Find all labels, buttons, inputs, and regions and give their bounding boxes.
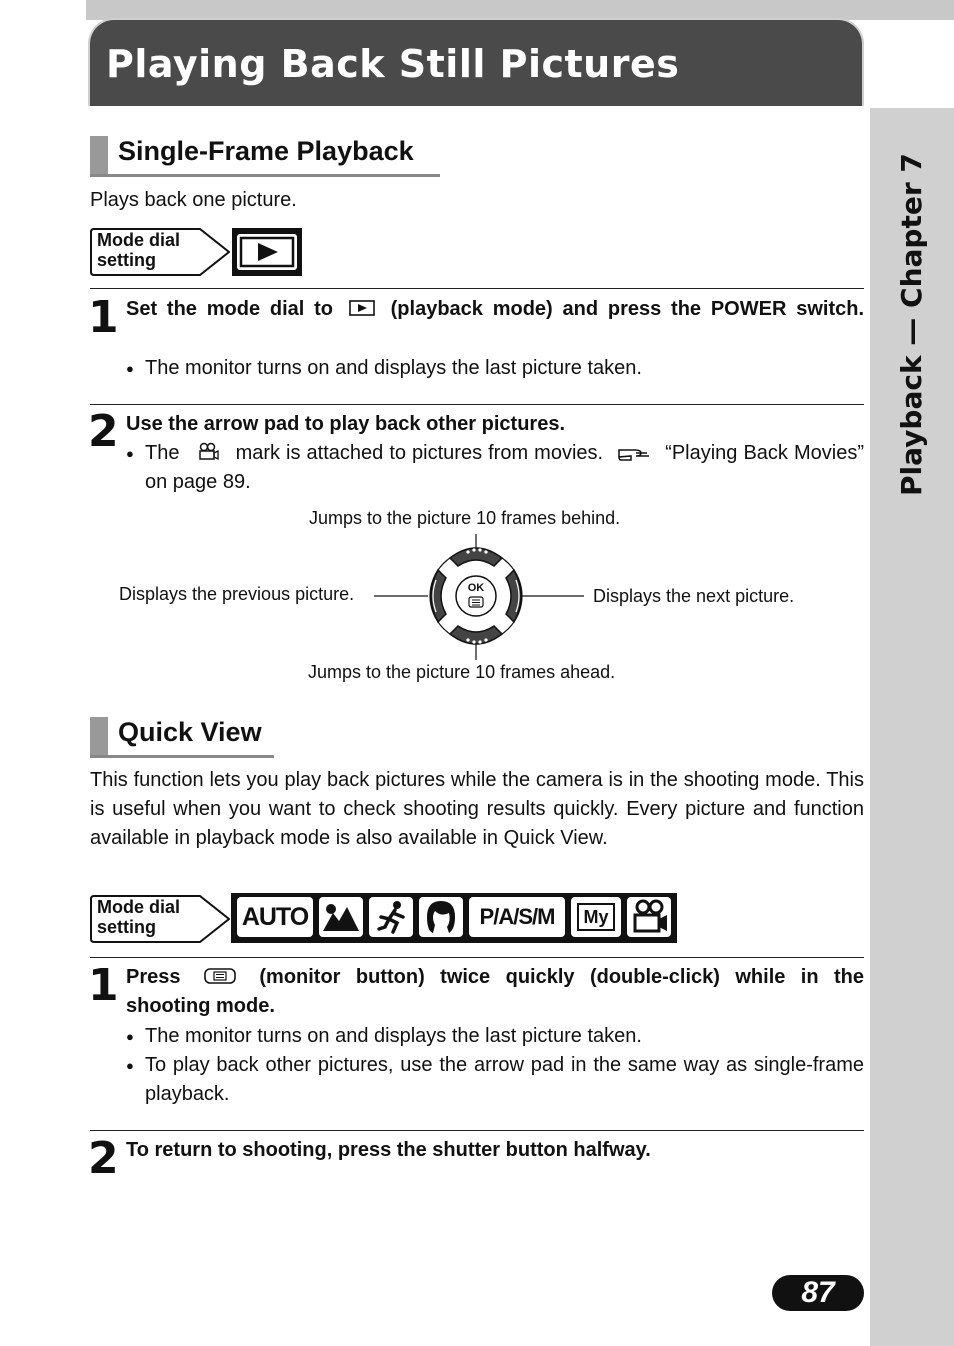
section-title: Quick View xyxy=(118,717,262,747)
playback-icon xyxy=(349,299,375,317)
my-mode-icon: My xyxy=(571,897,621,937)
step-title xyxy=(126,295,864,324)
mode-dial-label-2: setting xyxy=(97,250,157,270)
side-chapter-label xyxy=(882,136,942,496)
mode-dial-label-2: setting xyxy=(97,917,157,937)
divider xyxy=(90,288,864,289)
divider xyxy=(90,1130,864,1131)
movie-icon xyxy=(196,442,220,462)
step-number: 2 xyxy=(88,406,119,457)
step-title: To return to shooting, press the shutter button halfway. xyxy=(126,1139,651,1161)
bullet-text-part-b: mark is attached to pictures from movies. xyxy=(235,442,604,464)
monitor-button-icon xyxy=(204,967,236,985)
auto-mode-icon: AUTO xyxy=(237,897,313,937)
step-number: 1 xyxy=(88,960,119,1011)
mode-dial-setting-quick xyxy=(90,895,230,943)
bullet-text-part-a: The xyxy=(145,442,180,464)
pasm-mode-icon: P/A/S/M xyxy=(469,897,565,937)
mode-dial-label-1: Mode dial xyxy=(97,897,181,917)
arrow-right-caption: Displays the next picture. xyxy=(593,586,795,606)
step-title-part-b: (monitor button) twice quickly (double-click) while in the shooting mode. xyxy=(126,966,865,1017)
section-heading-quick-view xyxy=(90,717,274,758)
bullet-text-part-c: “Playing Back Movies” on page 89. xyxy=(145,442,864,493)
step-title-part-b: (playback mode) and press the POWER switch. xyxy=(390,298,864,320)
bullet-dot: ● xyxy=(126,361,134,376)
mode-dial-label-1: Mode dial xyxy=(97,230,181,250)
step-number: 2 xyxy=(88,1133,119,1184)
divider xyxy=(90,404,864,405)
arrow-left-caption: Displays the previous picture. xyxy=(119,584,355,604)
arrow-pad-diagram xyxy=(370,530,590,662)
heading-bar xyxy=(90,136,108,174)
movie-mode-icon xyxy=(627,897,671,937)
section-heading-single-frame xyxy=(90,136,440,177)
mode-dial-setting-single xyxy=(90,228,302,276)
step-number: 1 xyxy=(88,292,119,343)
top-strip xyxy=(86,0,954,20)
arrow-up-caption: Jumps to the picture 10 frames behind. xyxy=(309,508,621,528)
shooting-mode-icons xyxy=(231,893,677,943)
reference-hand-icon xyxy=(617,444,651,462)
bullet-text: To play back other pictures, use the arrow pad in the same way as single-frame playback. xyxy=(145,1054,864,1105)
bullet-text: The monitor turns on and displays the last picture taken. xyxy=(145,357,642,379)
page-title: Playing Back Still Pictures xyxy=(106,42,680,86)
step-title: Use the arrow pad to play back other pictures. xyxy=(126,413,566,435)
step-title-part-a: Set the mode dial to xyxy=(126,298,334,320)
landscape-portrait-icon xyxy=(319,897,363,937)
section-title: Single-Frame Playback xyxy=(118,136,414,166)
step-title xyxy=(126,963,864,1021)
step-title-part-a: Press xyxy=(126,966,181,988)
heading-bar xyxy=(90,717,108,755)
bullet-item xyxy=(126,1051,864,1109)
bullet-text: The monitor turns on and displays the last picture taken. xyxy=(145,1025,642,1047)
divider xyxy=(90,957,864,958)
single-frame-intro: Plays back one picture. xyxy=(90,189,297,211)
bullet-item xyxy=(126,354,864,383)
portrait-icon xyxy=(419,897,463,937)
bullet-item xyxy=(126,1022,864,1051)
bullet-dot: ● xyxy=(126,1029,134,1044)
chapter-label-text: Playback — Chapter 7 xyxy=(895,153,928,496)
bullet-item xyxy=(126,439,864,497)
quick-view-intro: This function lets you play back pictures while the camera is in the shooting mode. This is useful when you want to check shooting results quickly. Every picture and function available in playback mode is also available in Quick View. xyxy=(90,769,864,849)
ok-label: OK xyxy=(467,582,485,594)
playback-icon xyxy=(232,228,302,276)
title-bar xyxy=(88,18,864,106)
sports-icon xyxy=(369,897,413,937)
page-number: 87 xyxy=(772,1275,864,1311)
arrow-down-caption: Jumps to the picture 10 frames ahead. xyxy=(308,662,616,682)
bullet-dot: ● xyxy=(126,446,134,461)
bullet-dot: ● xyxy=(126,1058,134,1073)
